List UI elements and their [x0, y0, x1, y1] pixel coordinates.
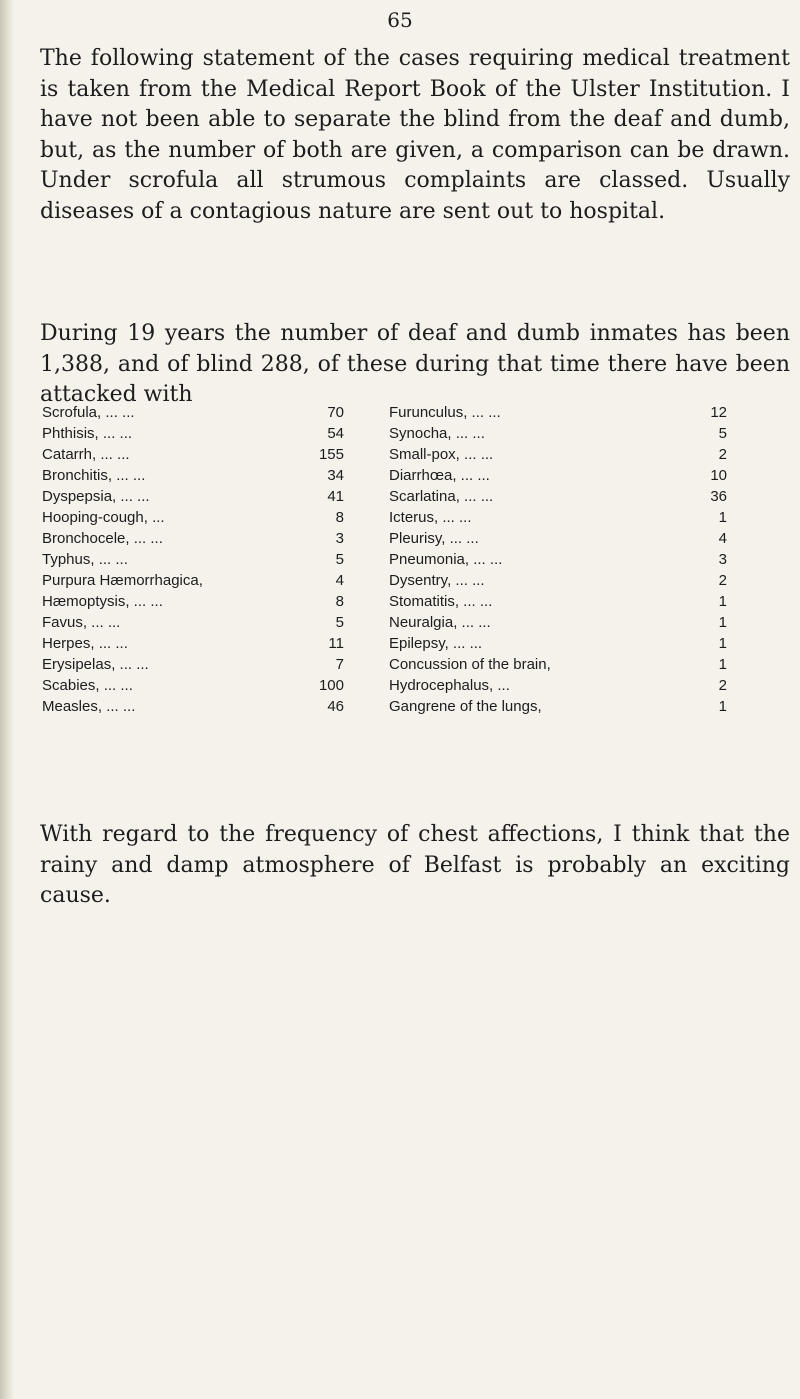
disease-name: Hooping-cough, ... — [42, 509, 165, 526]
table-row — [42, 423, 344, 444]
table-row — [389, 402, 727, 423]
page-gutter-shadow — [0, 0, 14, 1399]
disease-count: 54 — [327, 425, 344, 442]
disease-name: Synocha, ... ... — [389, 425, 485, 442]
table-row — [42, 570, 344, 591]
disease-name: Scrofula, ... ... — [42, 404, 135, 421]
disease-name: Pleurisy, ... ... — [389, 530, 479, 547]
disease-count: 5 — [335, 551, 344, 568]
disease-count: 7 — [335, 656, 344, 673]
disease-count: 46 — [327, 698, 344, 715]
table-row — [42, 591, 344, 612]
table-row — [389, 612, 727, 633]
disease-count: 2 — [718, 446, 727, 463]
disease-name: Furunculus, ... ... — [389, 404, 501, 421]
table-row — [42, 675, 344, 696]
disease-count: 155 — [318, 446, 344, 463]
disease-name: Scarlatina, ... ... — [389, 488, 494, 505]
disease-count: 5 — [718, 425, 727, 442]
table-row — [42, 549, 344, 570]
table-row — [42, 696, 344, 717]
disease-name: Concussion of the brain, — [389, 656, 551, 673]
disease-name: Purpura Hæmorrhagica, — [42, 572, 203, 589]
table-row — [42, 528, 344, 549]
disease-name: Herpes, ... ... — [42, 635, 128, 652]
table-row — [389, 507, 727, 528]
disease-count: 2 — [718, 677, 727, 694]
disease-name: Epilepsy, ... ... — [389, 635, 483, 652]
table-row — [389, 423, 727, 444]
disease-count: 1 — [718, 593, 727, 610]
table-row — [389, 675, 727, 696]
disease-count: 1 — [718, 698, 727, 715]
period-paragraph — [40, 319, 790, 411]
disease-count: 34 — [327, 467, 344, 484]
disease-name: Hæmoptysis, ... ... — [42, 593, 163, 610]
disease-count: 8 — [335, 593, 344, 610]
intro-paragraph — [40, 44, 790, 227]
table-row — [389, 528, 727, 549]
table-row — [42, 402, 344, 423]
table-row — [42, 465, 344, 486]
period-text: During 19 years the number of deaf and dumb inmates has been 1,388, and of blind 288, of these during that time there have been attacked with — [40, 321, 790, 407]
disease-name: Pneumonia, ... ... — [389, 551, 503, 568]
disease-count: 36 — [710, 488, 727, 505]
disease-name: Dysentry, ... ... — [389, 572, 485, 589]
disease-count: 1 — [718, 509, 727, 526]
disease-count: 11 — [328, 635, 344, 652]
disease-count: 1 — [718, 614, 727, 631]
disease-name: Icterus, ... ... — [389, 509, 472, 526]
table-row — [42, 654, 344, 675]
disease-count: 1 — [718, 656, 727, 673]
table-row — [42, 444, 344, 465]
disease-name: Neuralgia, ... ... — [389, 614, 491, 631]
disease-column-left — [42, 402, 344, 717]
disease-count: 10 — [710, 467, 727, 484]
table-row — [42, 507, 344, 528]
disease-name: Hydrocephalus, ... — [389, 677, 510, 694]
page-number: 65 — [387, 8, 413, 32]
disease-count: 4 — [718, 530, 727, 547]
table-row — [42, 612, 344, 633]
disease-table — [42, 402, 782, 718]
disease-name: Bronchocele, ... ... — [42, 530, 163, 547]
disease-count: 4 — [335, 572, 344, 589]
closing-text: With regard to the frequency of chest affections, I think that the rainy and damp atmosphere of Belfast is probably an exciting cause. — [40, 822, 790, 908]
table-row — [42, 633, 344, 654]
disease-name: Diarrhœa, ... ... — [389, 467, 490, 484]
disease-name: Favus, ... ... — [42, 614, 121, 631]
disease-count: 3 — [718, 551, 727, 568]
disease-name: Phthisis, ... ... — [42, 425, 133, 442]
table-row — [389, 444, 727, 465]
table-row — [389, 549, 727, 570]
disease-count: 70 — [327, 404, 344, 421]
disease-name: Typhus, ... ... — [42, 551, 128, 568]
table-row — [389, 591, 727, 612]
disease-name: Small-pox, ... ... — [389, 446, 494, 463]
closing-paragraph — [40, 820, 790, 912]
disease-name: Measles, ... ... — [42, 698, 136, 715]
disease-name: Bronchitis, ... ... — [42, 467, 146, 484]
intro-text: The following statement of the cases requiring medical treatment is taken from the Medical Report Book of the Ulster Institution. I have not been able to separate the blind from the deaf and dumb, but, as the number of both are given, a comparison can be drawn. Under scrofula all strumous complaints are classed. Usually diseases of a contagious nature are sent out to hospital. — [40, 46, 790, 224]
disease-column-right — [389, 402, 727, 717]
table-row — [389, 654, 727, 675]
disease-name: Scabies, ... ... — [42, 677, 133, 694]
disease-count: 12 — [710, 404, 727, 421]
table-row — [389, 465, 727, 486]
table-row — [42, 486, 344, 507]
disease-name: Dyspepsia, ... ... — [42, 488, 150, 505]
disease-name: Erysipelas, ... ... — [42, 656, 149, 673]
disease-name: Gangrene of the lungs, — [389, 698, 542, 715]
disease-count: 2 — [718, 572, 727, 589]
table-row — [389, 696, 727, 717]
disease-count: 100 — [318, 677, 344, 694]
disease-count: 8 — [335, 509, 344, 526]
table-row — [389, 486, 727, 507]
disease-count: 41 — [327, 488, 344, 505]
disease-name: Stomatitis, ... ... — [389, 593, 493, 610]
disease-name: Catarrh, ... ... — [42, 446, 130, 463]
table-row — [389, 570, 727, 591]
disease-count: 1 — [718, 635, 727, 652]
disease-count: 5 — [335, 614, 344, 631]
table-row — [389, 633, 727, 654]
disease-count: 3 — [335, 530, 344, 547]
